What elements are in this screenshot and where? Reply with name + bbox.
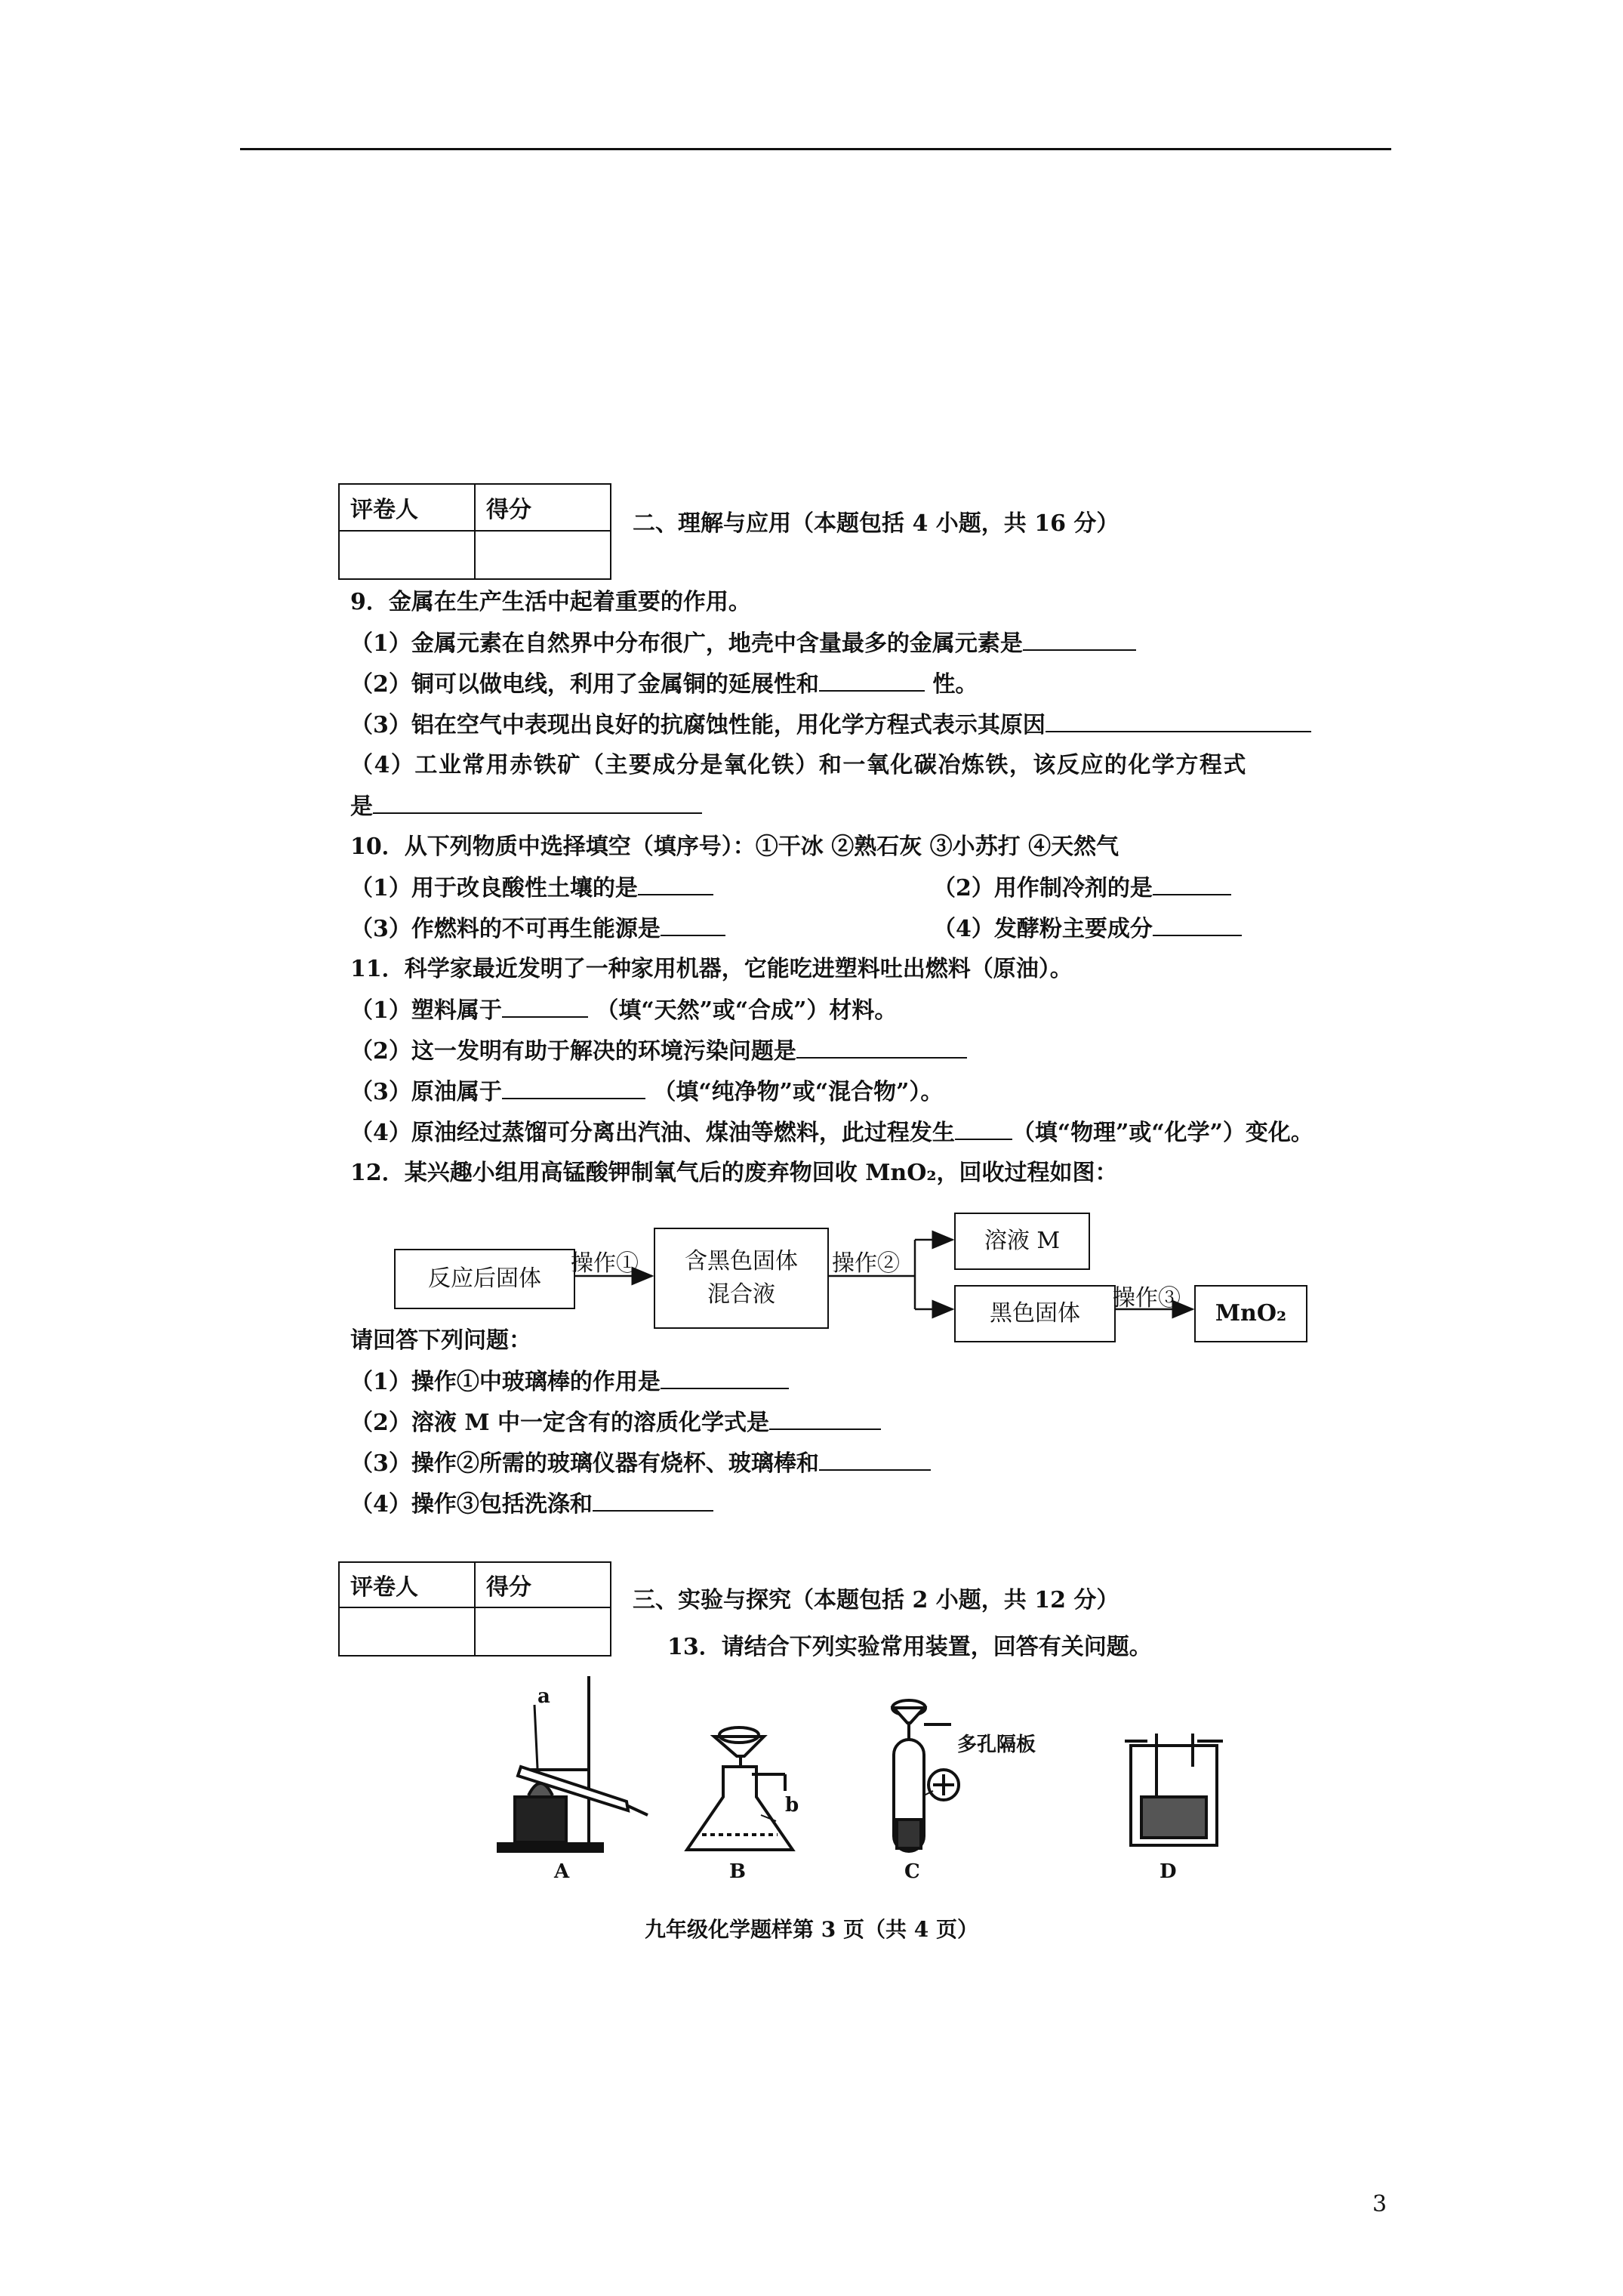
apparatus-d (1125, 1734, 1223, 1845)
q11-part2-text: （2）这一发明有助于解决的环境污染问题是 (350, 1038, 796, 1065)
section2-heading: 二、理解与应用（本题包括 4 小题，共 16 分） (633, 510, 1119, 537)
q9-part2-text: （2）铜可以做电线，利用了金属铜的延展性和 (350, 671, 819, 698)
box-solid-after: 反应后固体 (394, 1249, 575, 1309)
page-number: 3 (1372, 2191, 1387, 2217)
score-label: 得分 (475, 484, 611, 531)
label-porous-plate: 多孔隔板 (957, 1734, 1036, 1756)
label-op2: 操作② (832, 1250, 900, 1277)
score-label-3: 得分 (475, 1562, 611, 1607)
section3-heading: 三、实验与探究（本题包括 2 小题，共 12 分） (633, 1587, 1119, 1613)
q10-part2-text: （2）用作制冷剂的是 (933, 875, 1153, 901)
q10-part4-text: （4）发酵粉主要成分 (933, 916, 1153, 942)
q9-part4: （4）工业常用赤铁矿（主要成分是氧化铁）和一氧化碳冶炼铁，该反应的化学方程式 (350, 752, 1247, 778)
q11-stem: 11．科学家最近发明了一种家用机器，它能吃进塑料吐出燃料（原油）。 (350, 956, 1073, 982)
q9-part2-tail: 性。 (932, 671, 978, 698)
grader-label: 评卷人 (339, 484, 475, 531)
mixture-line2: 混合液 (707, 1281, 775, 1308)
q11-part4-tail: （填“物理”或“化学”）变化。 (1012, 1120, 1313, 1146)
q13-stem: 13．请结合下列实验常用装置，回答有关问题。 (667, 1634, 1152, 1660)
page-footer: 九年级化学题样第 3 页（共 4 页） (645, 1917, 978, 1942)
q11-part3-text: （3）原油属于 (350, 1079, 502, 1105)
q9-part3-text: （3）铝在空气中表现出良好的抗腐蚀性能，用化学方程式表示其原因 (350, 712, 1046, 738)
mixture-line1: 含黑色固体 (685, 1248, 798, 1274)
box-solution-m: 溶液 M (954, 1213, 1090, 1270)
apparatus-a (498, 1676, 648, 1851)
q10-part1-text: （1）用于改良酸性土壤的是 (350, 875, 638, 901)
q12-part1-text: （1）操作①中玻璃棒的作用是 (350, 1369, 661, 1395)
label-op1: 操作① (571, 1250, 639, 1277)
q9-stem: 9．金属在生产生活中起着重要的作用。 (350, 589, 751, 615)
caption-c: C (904, 1860, 920, 1883)
grader-label-3: 评卷人 (339, 1562, 475, 1607)
caption-d: D (1160, 1860, 1177, 1883)
q10-stem: 10．从下列物质中选择填空（填序号）：①干冰 ②熟石灰 ③小苏打 ④天然气 (350, 834, 1119, 860)
box-black-solid: 黑色固体 (954, 1285, 1116, 1342)
caption-a: A (554, 1860, 570, 1883)
label-op3: 操作③ (1113, 1285, 1181, 1311)
box-mno2: MnO₂ (1194, 1285, 1307, 1342)
q11-part1-text: （1）塑料属于 (350, 997, 502, 1024)
q12-part3-text: （3）操作②所需的玻璃仪器有烧杯、玻璃棒和 (350, 1450, 819, 1477)
q12-part2-text: （2）溶液 M 中一定含有的溶质化学式是 (350, 1410, 769, 1436)
q9-part4-text: 是 (350, 794, 373, 820)
q10-part3-text: （3）作燃料的不可再生能源是 (350, 916, 661, 942)
label-a: a (537, 1685, 550, 1708)
q12-prompt: 请回答下列问题： (350, 1327, 531, 1354)
q11-part1-tail: （填“天然”或“合成”）材料。 (596, 997, 898, 1024)
q12-stem: 12．某兴趣小组用高锰酸钾制氧气后的废弃物回收 MnO₂，回收过程如图： (350, 1160, 1118, 1186)
label-b: b (785, 1794, 799, 1817)
q9-part1-text: （1）金属元素在自然界中分布很广，地壳中含量最多的金属元素是 (350, 630, 1023, 657)
q11-part3-tail: （填“纯净物”或“混合物”）。 (653, 1079, 944, 1105)
apparatus-c (892, 1700, 959, 1851)
caption-b: B (729, 1860, 746, 1883)
q12-part4-text: （4）操作③包括洗涤和 (350, 1491, 593, 1518)
apparatus-b (687, 1727, 793, 1850)
q11-part4-text: （4）原油经过蒸馏可分离出汽油、煤油等燃料，此过程发生 (350, 1120, 955, 1146)
